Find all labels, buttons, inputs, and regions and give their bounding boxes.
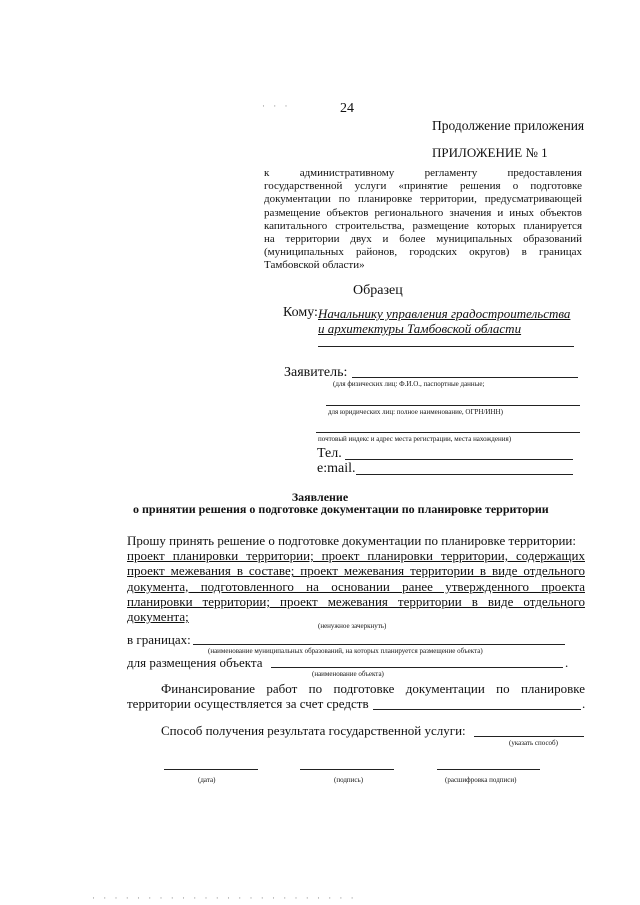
recipient-line-1: Начальнику управления градостроительства <box>318 306 571 321</box>
statement-subtitle: о принятии решения о подготовке документации по планировке территории <box>133 502 549 516</box>
options-line: проект межевания в составе; проект межевания территории в виде отдельного <box>127 563 585 579</box>
placement-field[interactable] <box>271 667 563 668</box>
applicant-label: Заявитель: <box>284 365 348 380</box>
regulation-line: (муниципальных районов, городских округов) в границах <box>264 246 582 259</box>
options-line: планировки территории; проект межевания территории в виде отдельного <box>127 593 585 609</box>
options-line: документа, подготовленного на основании ранее утвержденного проекта <box>127 578 585 594</box>
borders-hint: (наименование муниципальных образований, на которых планируется размещение объекта) <box>208 647 483 655</box>
request-line: Прошу принять решение о подготовке документации по планировке территории: <box>127 533 576 548</box>
borders-field[interactable] <box>193 644 565 645</box>
strike-hint: (ненужное зачеркнуть) <box>318 622 387 630</box>
continuation-label: Продолжение приложения <box>432 118 585 133</box>
page-number: 24 <box>340 101 354 116</box>
statement-body <box>127 533 585 624</box>
statement-title: Заявление <box>291 490 349 504</box>
object-hint: (наименование объекта) <box>312 670 384 678</box>
scan-artifact: · · · <box>262 101 291 111</box>
sample-heading: Образец <box>353 283 403 298</box>
options-line: документа; <box>127 609 189 625</box>
scan-artifact: · · · · · · · · · · · · · · · · · · · · · · · · <box>92 893 357 903</box>
method-field[interactable] <box>474 736 584 737</box>
regulation-line: капитального строительства, размещение которых планируется <box>264 219 582 232</box>
applicant-field-2[interactable] <box>326 405 580 406</box>
regulation-line: Тамбовской области» <box>264 259 365 272</box>
appendix-label: ПРИЛОЖЕНИЕ № 1 <box>432 145 548 160</box>
borders-label: в границах: <box>127 632 191 647</box>
decoding-hint: (расшифровка подписи) <box>445 776 517 784</box>
decoding-field[interactable] <box>437 769 540 770</box>
regulation-line: документации по планировке территории, предусматривающей <box>264 193 582 206</box>
signature-hint: (подпись) <box>334 776 364 784</box>
placement-label: для размещения объекта <box>127 655 263 670</box>
email-label: e:mail. <box>317 461 356 476</box>
finance-end: . <box>582 696 586 711</box>
finance-line-1: Финансирование работ по подготовке документации по планировке <box>161 681 585 696</box>
date-field[interactable] <box>164 769 258 770</box>
applicant-field[interactable] <box>352 377 578 378</box>
recipient-line-2: и архитектуры Тамбовской области <box>318 321 522 336</box>
regulation-reference <box>264 167 582 273</box>
regulation-line: на территории двух и более муниципальных образований <box>264 233 582 246</box>
email-field[interactable] <box>356 474 573 475</box>
applicant-hint-individual: (для физических лиц: Ф.И.О., паспортные данные; <box>333 380 485 388</box>
applicant-hint-legal: для юридических лиц: полное наименование, ОГРН/ИНН) <box>328 408 503 416</box>
regulation-line: размещение объектов регионального значения и иных объектов <box>264 206 582 219</box>
options-line: проект планировки территории; проект планировки территории, содержащих <box>127 548 585 564</box>
recipient-blank-line[interactable] <box>318 346 574 347</box>
placement-end: . <box>565 655 569 670</box>
recipient-label: Кому: <box>283 305 318 320</box>
finance-line-2: территории осуществляется за счет средств <box>127 696 369 711</box>
address-field[interactable] <box>316 432 580 433</box>
regulation-line: государственной услуги «принятие решения о подготовке <box>264 180 582 193</box>
date-hint: (дата) <box>198 776 216 784</box>
regulation-line: к административному регламенту предоставления <box>264 167 582 179</box>
signature-field[interactable] <box>300 769 394 770</box>
finance-field[interactable] <box>373 709 581 710</box>
phone-field[interactable] <box>345 459 573 460</box>
method-hint: (указать способ) <box>509 739 558 747</box>
address-hint: почтовый индекс и адрес места регистрации, места нахождения) <box>318 435 512 443</box>
method-label: Способ получения результата государственной услуги: <box>161 723 466 738</box>
phone-label: Тел. <box>317 446 342 461</box>
